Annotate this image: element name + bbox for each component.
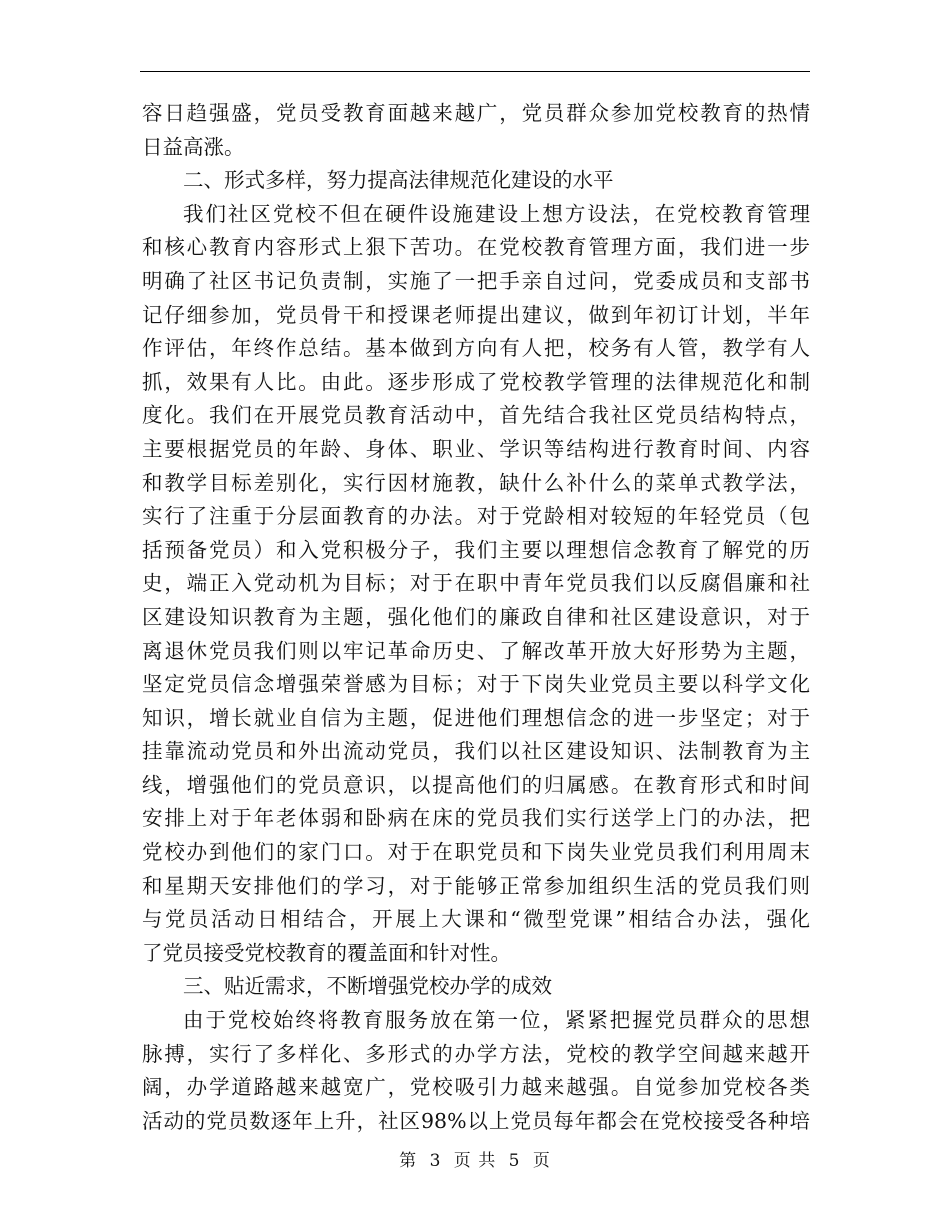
text-line: 由于党校始终将教育服务放在第一位，紧紧把握党员群众的思想: [183, 1008, 810, 1033]
text-line: 度化。我们在开展党员教育活动中，首先结合我社区党员结构特点，: [142, 403, 810, 428]
footer-middle: 页 共: [453, 1151, 497, 1171]
text-line: 二、形式多样，努力提高法律规范化建设的水平: [183, 168, 614, 193]
text-line: 了党员接受党校教育的覆盖面和针对性。: [142, 940, 511, 965]
text-line: 作评估，年终作总结。基本做到方向有人把，校务有人管，教学有人: [142, 336, 810, 361]
text-line: 线，增强他们的党员意识，以提高他们的归属感。在教育形式和时间: [142, 772, 810, 797]
header-rule: [140, 71, 810, 72]
text-line: 史，端正入党动机为目标；对于在职中青年党员我们以反腐倡廉和社: [142, 571, 810, 596]
text-line: 三、贴近需求，不断增强党校办学的成效: [183, 974, 552, 999]
text-line: 括预备党员）和入党积极分子，我们主要以理想信念教育了解党的历: [142, 537, 810, 562]
text-line: 日益高涨。: [142, 134, 245, 159]
footer-page-number: 3: [429, 1151, 442, 1171]
text-line: 离退休党员我们则以牢记革命历史、了解改革开放大好形势为主题，: [142, 638, 810, 663]
text-line: 党校办到他们的家门口。对于在职党员和下岗失业党员我们利用周末: [142, 840, 810, 865]
footer-suffix: 页: [532, 1151, 551, 1171]
text-line: 容日趋强盛，党员受教育面越来越广，党员群众参加党校教育的热情: [142, 101, 810, 125]
text-line: 和教学目标差别化，实行因材施教，缺什么补什么的菜单式教学法，: [142, 470, 810, 495]
text-line: 和星期天安排他们的学习，对于能够正常参加组织生活的党员我们则: [142, 873, 810, 898]
text-line: 记仔细参加，党员骨干和授课老师提出建议，做到年初订计划，半年: [142, 302, 810, 327]
text-line: 主要根据党员的年龄、身体、职业、学识等结构进行教育时间、内容: [142, 436, 810, 461]
text-line: 脉搏，实行了多样化、多形式的办学方法，党校的教学空间越来越开: [142, 1041, 810, 1066]
body-text: [142, 97, 810, 1138]
text-line: 明确了社区书记负责制，实施了一把手亲自过问，党委成员和支部书: [142, 268, 810, 293]
text-line: 实行了注重于分层面教育的办法。对于党龄相对较短的年轻党员（包: [142, 504, 810, 529]
footer-total-pages: 5: [508, 1151, 521, 1171]
text-line: 区建设知识教育为主题，强化他们的廉政自律和社区建设意识，对于: [142, 604, 810, 629]
text-line: 与党员活动日相结合，开展上大课和“微型党课”相结合办法，强化: [142, 907, 810, 932]
text-line: 我们社区党校不但在硬件设施建设上想方设法，在党校教育管理: [183, 201, 810, 226]
footer-prefix: 第: [399, 1151, 418, 1171]
text-line: 安排上对于年老体弱和卧病在床的党员我们实行送学上门的办法，把: [142, 806, 810, 831]
page-footer: [0, 1146, 950, 1171]
text-line: 和核心教育内容形式上狠下苦功。在党校教育管理方面，我们进一步: [142, 235, 810, 260]
text-line: 挂靠流动党员和外出流动党员，我们以社区建设知识、法制教育为主: [142, 739, 810, 764]
text-line: 活动的党员数逐年上升，社区98%以上党员每年都会在党校接受各种培: [142, 1108, 810, 1133]
text-line: 知识，增长就业自信为主题，促进他们理想信念的进一步坚定；对于: [142, 705, 810, 730]
text-line: 阔，办学道路越来越宽广，党校吸引力越来越强。自觉参加党校各类: [142, 1075, 810, 1100]
text-line: 抓，效果有人比。由此。逐步形成了党校教学管理的法律规范化和制: [142, 369, 810, 394]
text-line: 坚定党员信念增强荣誉感为目标；对于下岗失业党员主要以科学文化: [142, 672, 810, 697]
